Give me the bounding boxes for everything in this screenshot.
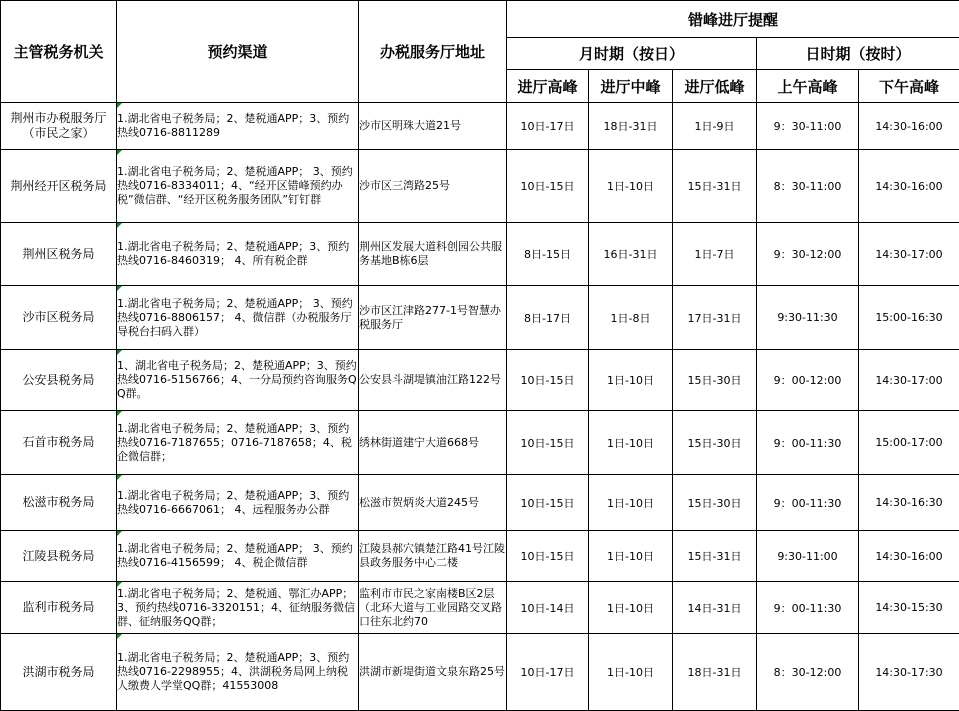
peak-cell: 10日-15日 [507,350,589,411]
peak-cell: 8日-15日 [507,223,589,286]
table-row [1,634,959,711]
low-cell: 15日-31日 [673,150,757,223]
low-cell: 15日-30日 [673,411,757,475]
address-cell: 松滋市贺炳炎大道245号 [359,475,507,531]
peak-cell: 10日-15日 [507,411,589,475]
address-cell: 沙市区三湾路25号 [359,150,507,223]
address-cell: 洪湖市新堤街道文泉东路25号 [359,634,507,711]
table-row [1,475,959,531]
header-am-peak: 上午高峰 [757,70,859,103]
am-peak-cell: 9:30-11:30 [757,286,859,350]
low-cell: 18日-31日 [673,634,757,711]
mid-cell: 1日-10日 [589,350,673,411]
mid-cell: 1日-10日 [589,531,673,582]
am-peak-cell: 9：30-11:00 [757,103,859,150]
agency-cell: 监利市税务局 [1,582,117,634]
agency-cell: 公安县税务局 [1,350,117,411]
am-peak-cell: 9:30-11:00 [757,531,859,582]
header-low: 进厅低峰 [673,70,757,103]
agency-cell: 松滋市税务局 [1,475,117,531]
peak-cell: 10日-15日 [507,475,589,531]
mid-cell: 1日-8日 [589,286,673,350]
address-cell: 荆州区发展大道科创园公共服务基地B栋6层 [359,223,507,286]
pm-peak-cell: 14:30-16:00 [859,531,959,582]
channel-cell: 1、湖北省电子税务局；2、楚税通APP；3、预约热线0716-5156766；4、一分局预约咨询服务QQ群。 [117,350,359,411]
mid-cell: 1日-10日 [589,634,673,711]
address-cell: 江陵县郝穴镇楚江路41号江陵县政务服务中心二楼 [359,531,507,582]
agency-cell: 荆州市办税服务厅（市民之家） [1,103,117,150]
low-cell: 1日-7日 [673,223,757,286]
pm-peak-cell: 14:30-17:00 [859,223,959,286]
low-cell: 15日-30日 [673,350,757,411]
am-peak-cell: 8：30-12:00 [757,634,859,711]
channel-cell: 1.湖北省电子税务局；2、楚税通、鄂汇办APP；3、预约热线0716-3320151；4、征纳服务微信群、征纳服务QQ群； [117,582,359,634]
pm-peak-cell: 14:30-15:30 [859,582,959,634]
pm-peak-cell: 14:30-17:00 [859,350,959,411]
address-cell: 绣林街道建宁大道668号 [359,411,507,475]
channel-cell: 1.湖北省电子税务局；2、楚税通APP；3、预约热线0716-6667061； 4、远程服务办公群 [117,475,359,531]
am-peak-cell: 9：00-12:00 [757,350,859,411]
peak-cell: 10日-15日 [507,531,589,582]
header-agency: 主管税务机关 [1,1,117,103]
table-row [1,531,959,582]
table-row [1,103,959,150]
mid-cell: 1日-10日 [589,411,673,475]
mid-cell: 18日-31日 [589,103,673,150]
mid-cell: 1日-10日 [589,582,673,634]
channel-cell: 1.湖北省电子税务局；2、楚税通APP； 3、预约热线0716-8806157； 4、微信群（办税服务厅导税台扫码入群） [117,286,359,350]
channel-cell: 1.湖北省电子税务局；2、楚税通APP；3、预约热线0716-7187655；0716-7187658；4、税企微信群； [117,411,359,475]
am-peak-cell: 9：30-12:00 [757,223,859,286]
channel-cell: 1.湖北省电子税务局；2、楚税通APP；3、预约热线0716-2298955；4、洪湖税务局网上纳税人缴费人学堂QQ群；41553008 [117,634,359,711]
low-cell: 15日-30日 [673,475,757,531]
header-pm-peak: 下午高峰 [859,70,959,103]
pm-peak-cell: 15:00-16:30 [859,286,959,350]
mid-cell: 16日-31日 [589,223,673,286]
agency-cell: 石首市税务局 [1,411,117,475]
table-row [1,350,959,411]
table-row [1,286,959,350]
table-row [1,150,959,223]
channel-cell: 1.湖北省电子税务局；2、楚税通APP；3、预约热线0716-8460319； 4、所有税企群 [117,223,359,286]
table-row [1,411,959,475]
header-daily: 日时期（按时） [757,38,959,70]
channel-cell: 1.湖北省电子税务局；2、楚税通APP； 3、预约热线0716-8334011；4、“经开区错峰预约办税”微信群、“经开区税务服务团队”钉钉群 [117,150,359,223]
am-peak-cell: 9：00-11:30 [757,582,859,634]
header-reminder: 错峰进厅提醒 [507,1,959,38]
header-channel: 预约渠道 [117,1,359,103]
channel-cell: 1.湖北省电子税务局；2、楚税通APP；3、预约热线0716-8811289 [117,103,359,150]
peak-cell: 8日-17日 [507,286,589,350]
agency-cell: 荆州经开区税务局 [1,150,117,223]
agency-cell: 荆州区税务局 [1,223,117,286]
address-cell: 监利市市民之家南楼B区2层（北环大道与工业园路交叉路口往东北约70 [359,582,507,634]
header-mid: 进厅中峰 [589,70,673,103]
agency-cell: 洪湖市税务局 [1,634,117,711]
agency-cell: 沙市区税务局 [1,286,117,350]
peak-cell: 10日-15日 [507,150,589,223]
am-peak-cell: 8：30-11:00 [757,150,859,223]
address-cell: 沙市区江津路277-1号智慧办税服务厅 [359,286,507,350]
am-peak-cell: 9：00-11:30 [757,411,859,475]
channel-cell: 1.湖北省电子税务局；2、楚税通APP； 3、预约热线0716-4156599； 4、税企微信群 [117,531,359,582]
agency-cell: 江陵县税务局 [1,531,117,582]
low-cell: 15日-31日 [673,531,757,582]
peak-cell: 10日-17日 [507,634,589,711]
address-cell: 公安县斗湖堤镇油江路122号 [359,350,507,411]
low-cell: 14日-31日 [673,582,757,634]
address-cell: 沙市区明珠大道21号 [359,103,507,150]
table-row [1,582,959,634]
low-cell: 1日-9日 [673,103,757,150]
table-row [1,223,959,286]
peak-cell: 10日-14日 [507,582,589,634]
header-address: 办税服务厅地址 [359,1,507,103]
pm-peak-cell: 14:30-17:30 [859,634,959,711]
header-peak: 进厅高峰 [507,70,589,103]
mid-cell: 1日-10日 [589,150,673,223]
pm-peak-cell: 14:30-16:00 [859,103,959,150]
low-cell: 17日-31日 [673,286,757,350]
pm-peak-cell: 15:00-17:00 [859,411,959,475]
peak-cell: 10日-17日 [507,103,589,150]
mid-cell: 1日-10日 [589,475,673,531]
pm-peak-cell: 14:30-16:00 [859,150,959,223]
pm-peak-cell: 14:30-16:30 [859,475,959,531]
am-peak-cell: 9：00-11:30 [757,475,859,531]
header-monthly: 月时期（按日） [507,38,757,70]
